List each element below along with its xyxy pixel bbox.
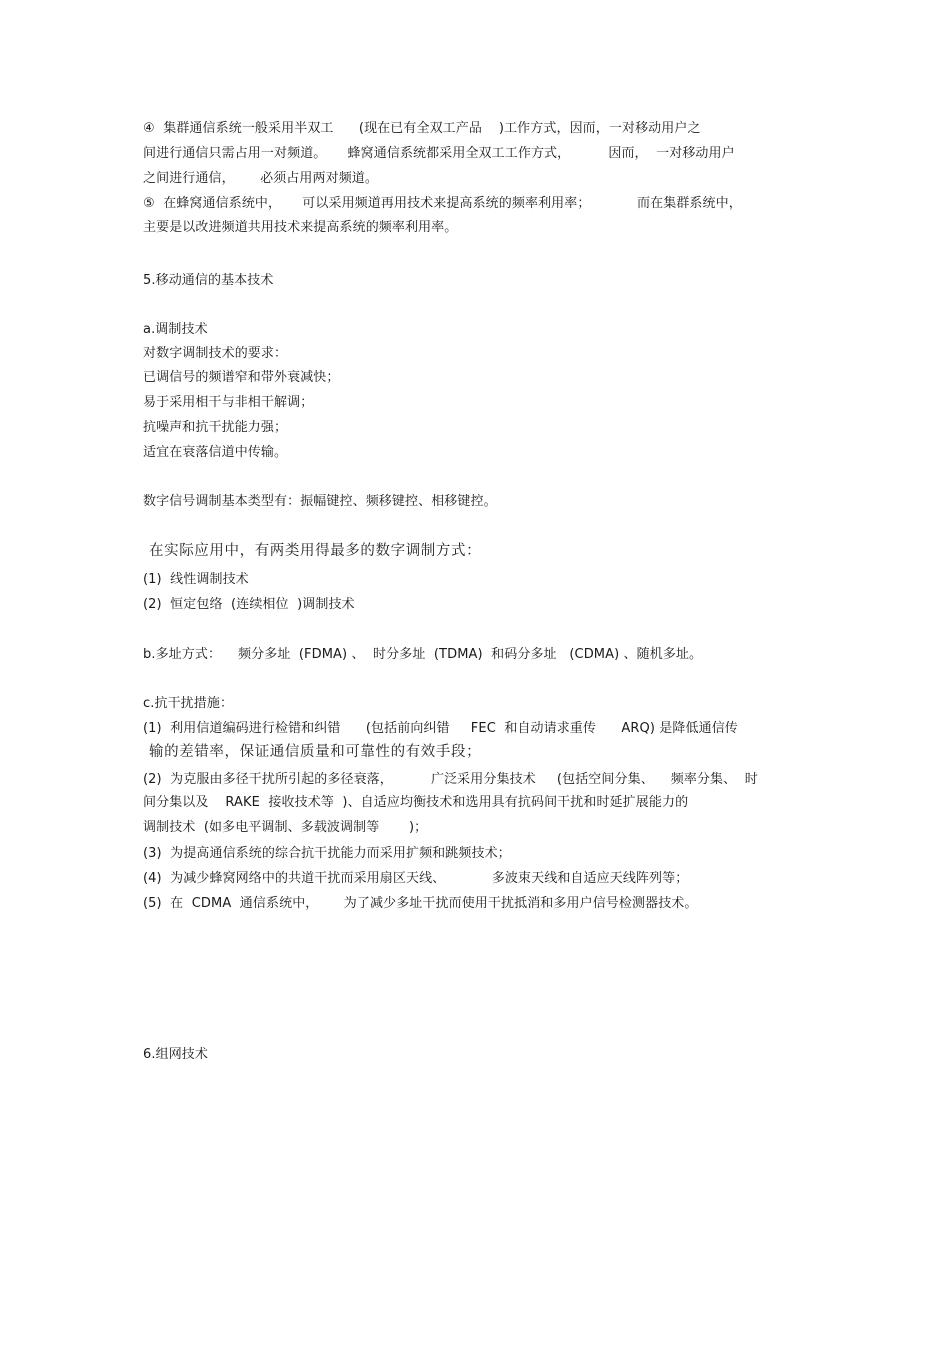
list-item: (1) 利用信道编码进行检错和纠错 (包括前向纠错 FEC 和自动请求重传 ARQ) 是降低通信传 [143,721,738,736]
list-item: (1) 线性调制技术 [143,572,249,587]
paragraph-line: 主要是以改进频道共用技术来提高系统的频率利用率。 [143,220,458,235]
paragraph-line: 调制技术 (如多电平调制、多载波调制等 )； [143,820,428,835]
list-item: (4) 为减少蜂窝网络中的共道干扰而采用扇区天线、 多波束天线和自适应天线阵列等； [143,871,689,886]
paragraph-line: 之间进行通信， 必须占用两对频道。 [143,171,378,186]
paragraph-line: ④ 集群通信系统一般采用半双工 (现在已有全双工产品 )工作方式，因而，一对移动用户之 [143,121,701,136]
list-item: 易于采用相干与非相干解调； [143,395,314,410]
paragraph-line: b.多址方式： 频分多址 (FDMA) 、 时分多址 (TDMA) 和码分多址 (CDMA) 、随机多址。 [143,647,703,662]
list-item: 已调信号的频谱窄和带外衰减快； [143,370,340,385]
subsection-heading: c.抗干扰措施： [143,696,234,711]
paragraph-line: 输的差错率，保证通信质量和可靠性的有效手段； [149,744,482,760]
paragraph-line: 在实际应用中，有两类用得最多的数字调制方式： [149,543,482,559]
subsection-heading: a.调制技术 [143,322,208,337]
list-item: (2) 恒定包络 (连续相位 )调制技术 [143,597,355,612]
list-item: 抗噪声和抗干扰能力强； [143,420,288,435]
list-item: (5) 在 CDMA 通信系统中， 为了减少多址干扰而使用干扰抵消和多用户信号检测器技术。 [143,896,698,911]
list-item: 适宜在衰落信道中传输。 [143,445,288,460]
paragraph-line: 间进行通信只需占用一对频道。 蜂窝通信系统都采用全双工工作方式， 因而， 一对移动用户 [143,146,735,161]
paragraph-line: 对数字调制技术的要求： [143,346,288,361]
list-item: (3) 为提高通信系统的综合抗干扰能力而采用扩频和跳频技术； [143,846,511,861]
paragraph-line: 数字信号调制基本类型有：振幅键控、频移键控、相移键控。 [143,494,497,509]
paragraph-line: 间分集以及 RAKE 接收技术等 )、自适应均衡技术和选用具有抗码间干扰和时延扩展能力的 [143,795,689,810]
paragraph-line: ⑤ 在蜂窝通信系统中， 可以采用频道再用技术来提高系统的频率利用率； 而在集群系统中， [143,196,742,211]
section-heading: 5.移动通信的基本技术 [143,273,274,288]
list-item: (2) 为克服由多径干扰所引起的多径衰落， 广泛采用分集技术 (包括空间分集、 频率分集、 时 [143,772,758,787]
section-heading: 6.组网技术 [143,1047,209,1062]
